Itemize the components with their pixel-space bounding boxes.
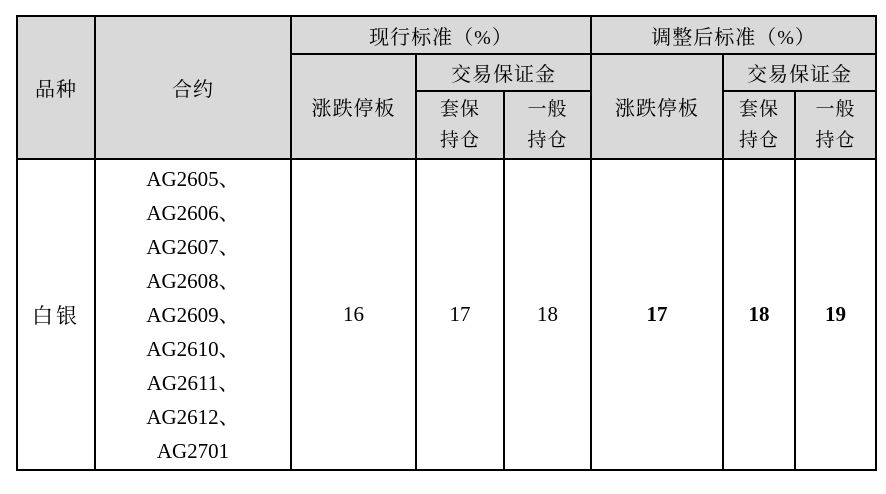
header-general-position-current — [504, 91, 591, 159]
hedge-position-label-line1: 套保 — [439, 99, 480, 120]
header-row-groups — [17, 16, 876, 54]
general-position-label-line1: 一般 — [527, 99, 568, 120]
cell-adjusted-general-margin: 19 — [795, 159, 876, 470]
header-variety: 品种 — [17, 16, 95, 159]
general-position-label-line1: 一般 — [815, 99, 856, 120]
cell-variety: 白银 — [17, 159, 95, 470]
header-price-limit-current: 涨跌停板 — [291, 54, 416, 159]
cell-adjusted-price-limit: 17 — [591, 159, 723, 470]
contract-line: AG2612、 — [146, 404, 240, 429]
contract-line: AG2611、 — [146, 370, 240, 395]
hedge-position-label-line2: 持仓 — [439, 130, 480, 151]
header-hedge-position-current — [416, 91, 504, 159]
header-general-position-adjusted — [795, 91, 876, 159]
header-current-standard-group: 现行标准（%） — [291, 16, 591, 54]
header-hedge-position-adjusted — [723, 91, 795, 159]
contract-line: AG2608、 — [146, 268, 240, 293]
cell-adjusted-hedge-margin: 18 — [723, 159, 795, 470]
contract-line: AG2701 — [156, 438, 230, 463]
contract-line: AG2607、 — [146, 234, 240, 259]
cell-current-price-limit: 16 — [291, 159, 416, 470]
cell-current-general-margin: 18 — [504, 159, 591, 470]
cell-current-hedge-margin: 17 — [416, 159, 504, 470]
header-contract: 合约 — [95, 16, 291, 159]
header-adjusted-standard-group: 调整后标准（%） — [591, 16, 876, 54]
hedge-position-label-line1: 套保 — [739, 99, 780, 120]
contract-line: AG2610、 — [146, 336, 240, 361]
table-row-silver — [17, 159, 876, 470]
general-position-label-line2: 持仓 — [527, 130, 568, 151]
contract-line: AG2609、 — [146, 302, 240, 327]
margin-standards-table — [16, 15, 877, 471]
general-position-label-line2: 持仓 — [815, 130, 856, 151]
contract-line: AG2605、 — [146, 166, 240, 191]
contract-line: AG2606、 — [146, 200, 240, 225]
header-trading-margin-current: 交易保证金 — [416, 54, 591, 91]
cell-contracts — [95, 159, 291, 470]
header-trading-margin-adjusted: 交易保证金 — [723, 54, 876, 91]
header-price-limit-adjusted: 涨跌停板 — [591, 54, 723, 159]
hedge-position-label-line2: 持仓 — [739, 130, 780, 151]
